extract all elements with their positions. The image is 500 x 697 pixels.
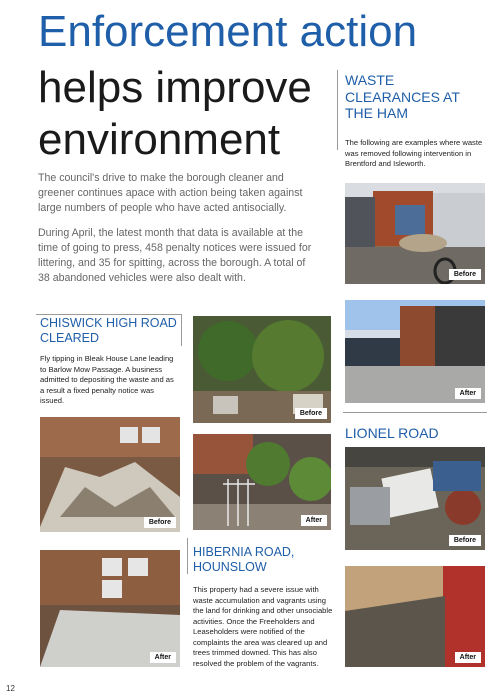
badge-after: After [150, 652, 176, 663]
page-title-line-1: Enforcement action [38, 7, 418, 56]
badge-after: After [455, 652, 481, 663]
photo-ham-before [345, 183, 485, 284]
divider-chiswick [36, 314, 182, 315]
badge-before: Before [144, 517, 176, 528]
photo-chiswick-before [40, 417, 180, 532]
photo-chiswick-after [40, 550, 180, 667]
chiswick-text: Fly tipping in Bleak House Lane leading to Barlow Mow Passage. A business admitted to depositing the waste and as a result a fixed penalty notice was issued. [40, 354, 174, 405]
intro-paragraph-2: During April, the latest month that data is available at the time of going to press, 458 penalty notices were issued for littering, and 35 for spitting, across the borough. A total of 38 abandoned vehicles were also dealt with. [38, 227, 312, 284]
photo-ham-after [345, 300, 485, 403]
photo-chiswick-after-image [40, 550, 180, 667]
divider-lionel [343, 412, 487, 413]
badge-before: Before [449, 269, 481, 280]
heading-hibernia: HIBERNIA ROAD, HOUNSLOW [193, 545, 295, 574]
photo-hibernia-after [193, 434, 331, 530]
intro-paragraph-1: The council's drive to make the borough cleaner and greener continues apace with action being taken against large numbers of people who have acted antisocially. [38, 172, 303, 214]
hibernia-text: This property had a severe issue with waste accumulation and vagrants using the land for drinking and other unsociable activities. Once the Freeholders and Leaseholders were notified of the complaints the area was cleared up and trees trimmed downed. This has also resolved the problem of the vagrants. [193, 585, 333, 668]
photo-lionel-before [345, 447, 485, 550]
photo-hibernia-before [193, 316, 331, 423]
page-number: 12 [6, 684, 15, 693]
waste-clearances-text: The following are examples where waste was removed following intervention in Brentford and Isleworth. [345, 138, 483, 168]
divider-waste [337, 70, 338, 150]
badge-after: After [455, 388, 481, 399]
badge-before: Before [449, 535, 481, 546]
badge-after: After [301, 515, 327, 526]
heading-chiswick: CHISWICK HIGH ROAD CLEARED [40, 316, 177, 345]
photo-lionel-after [345, 566, 485, 667]
photo-hibernia-before-image [193, 316, 331, 423]
page-title-line-2: helps improve [38, 63, 312, 112]
page-title-line-3: environment [38, 115, 281, 164]
badge-before: Before [295, 408, 327, 419]
divider-chiswick-vertical [181, 314, 182, 346]
divider-hibernia [187, 538, 188, 574]
heading-lionel-road: LIONEL ROAD [345, 425, 439, 441]
photo-chiswick-before-image [40, 417, 180, 532]
heading-waste-clearances: WASTE CLEARANCES AT THE HAM [345, 72, 460, 122]
